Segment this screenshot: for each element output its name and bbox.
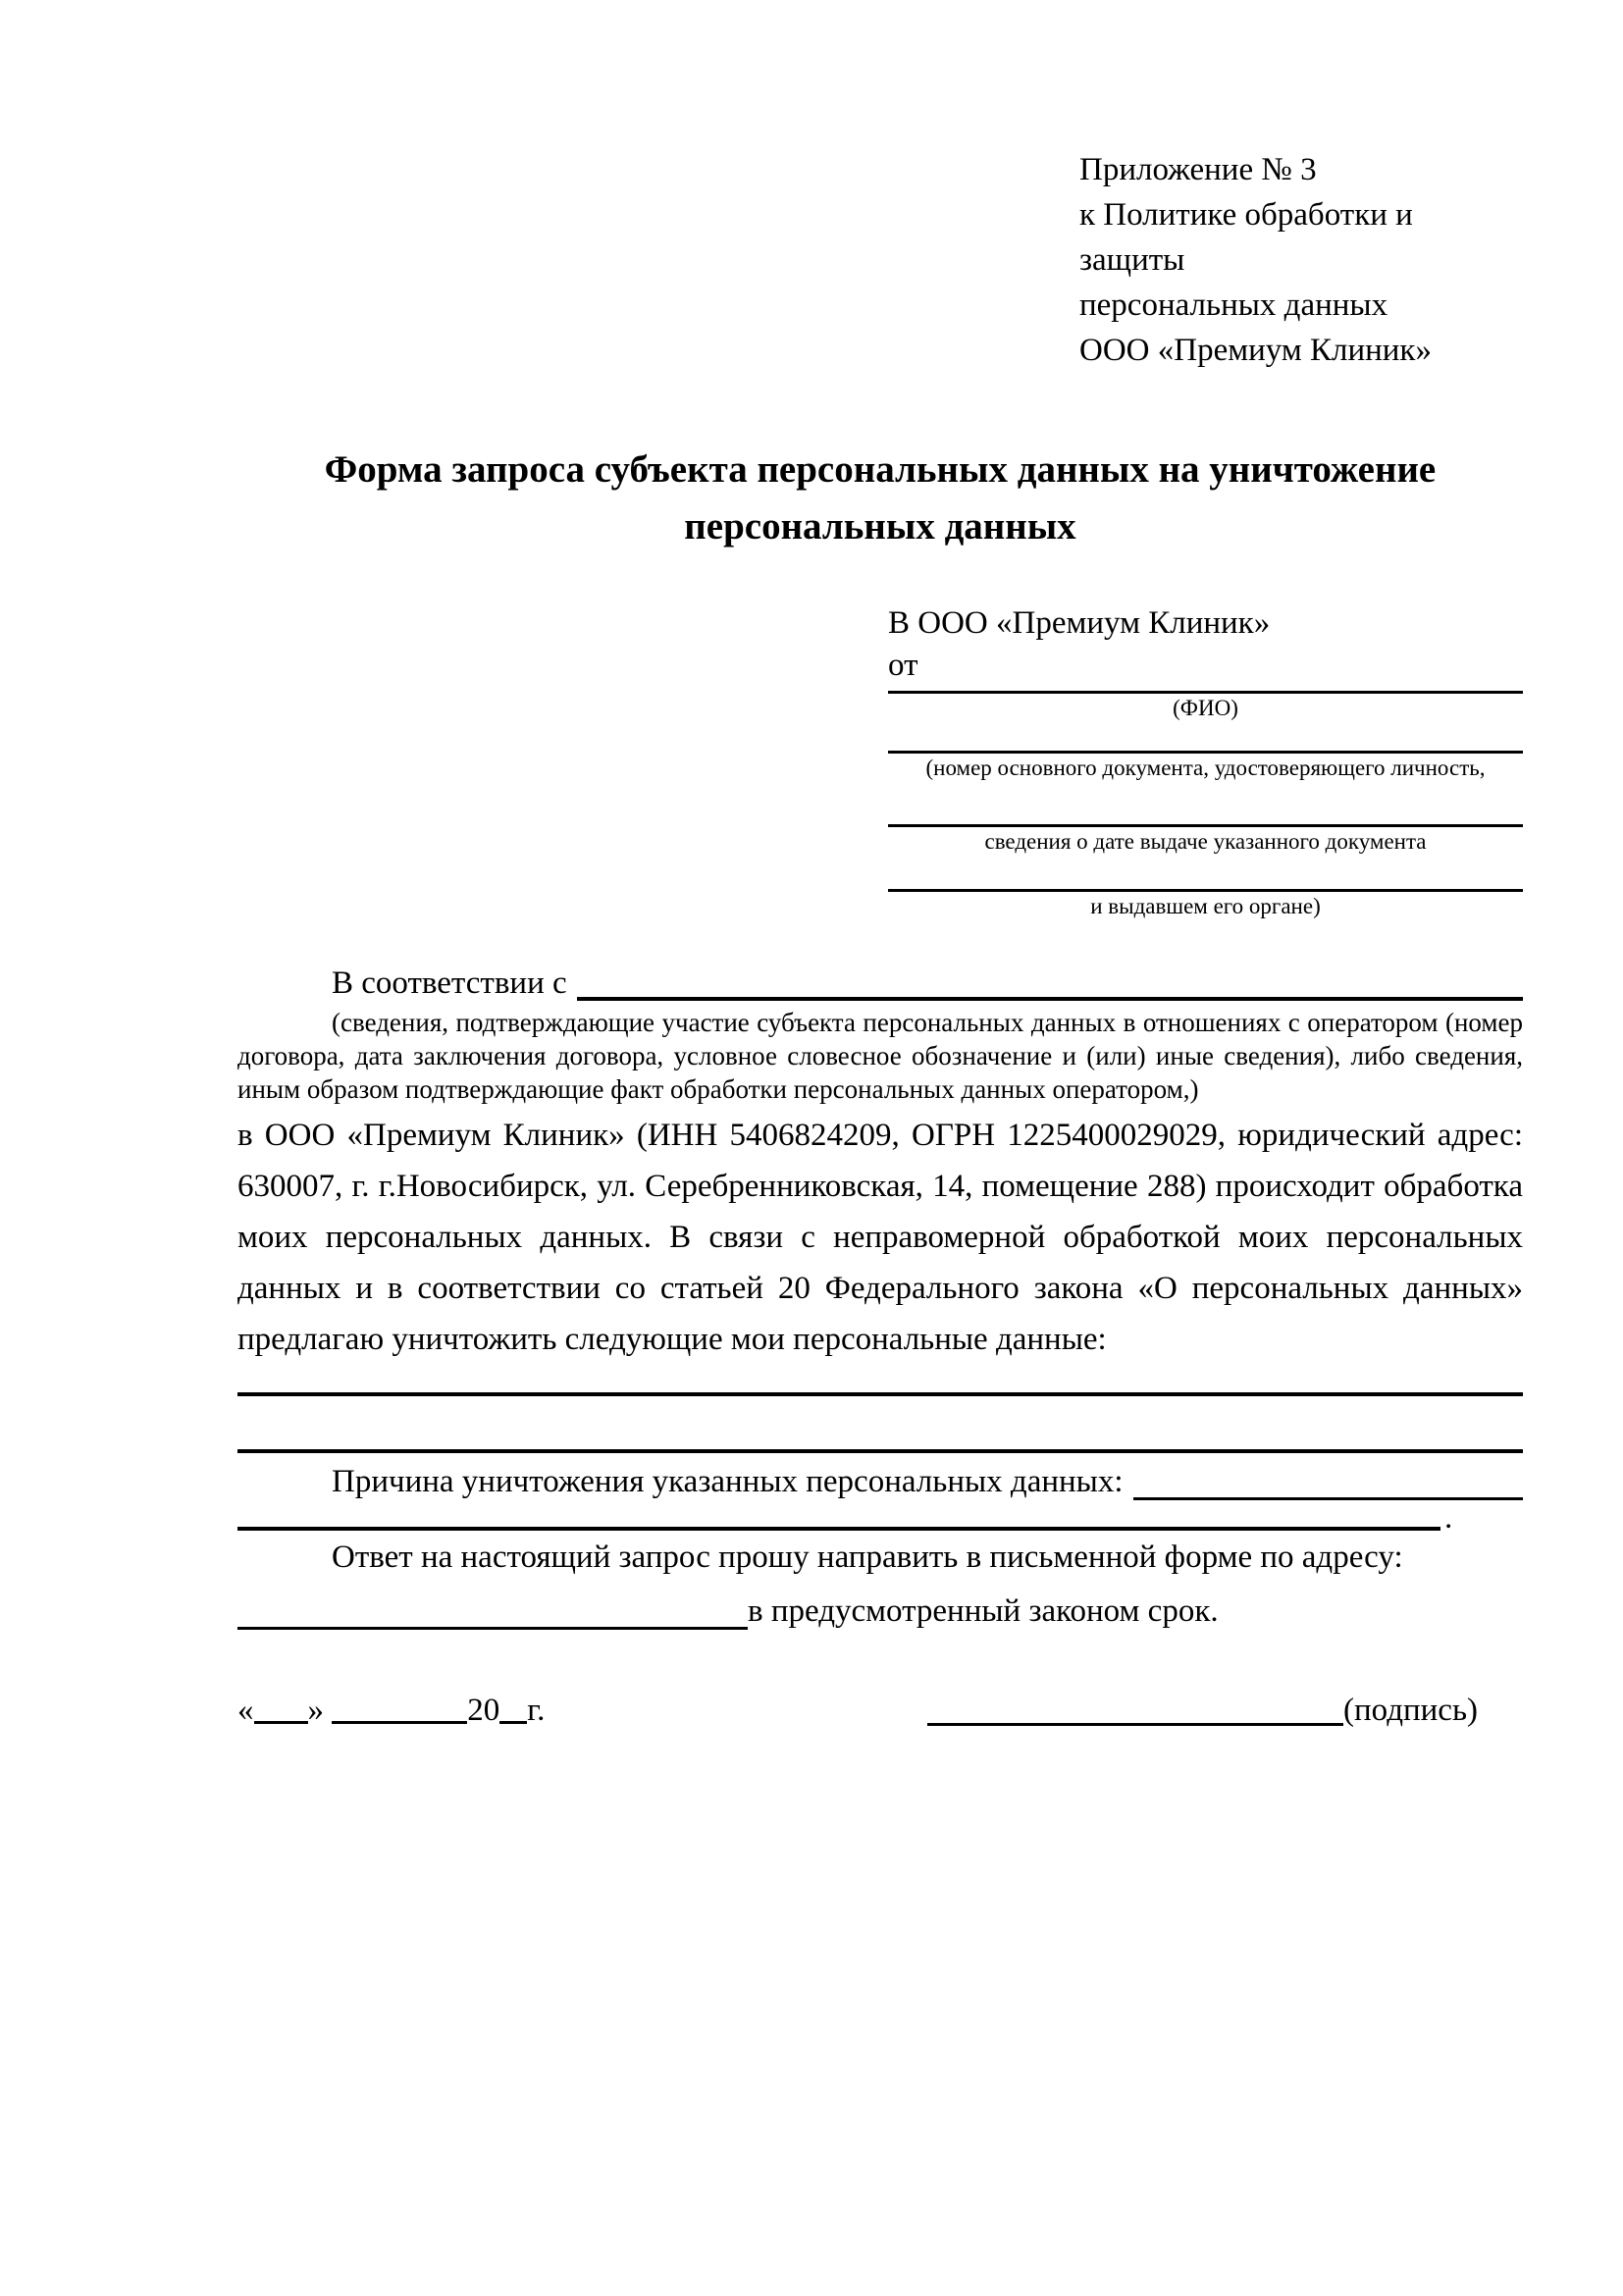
date-line — [237, 1686, 545, 1735]
reason-period: . — [1444, 1500, 1453, 1536]
accordance-blank-line — [577, 961, 1523, 1001]
year-prefix: 20 — [467, 1693, 500, 1728]
year-suffix: г. — [527, 1693, 546, 1728]
day-blank — [254, 1688, 308, 1724]
signature-caption: (подпись) — [1343, 1693, 1478, 1728]
signature-line — [927, 1686, 1478, 1735]
reason-label: Причина уничтожения указанных персональных данных: — [332, 1464, 1124, 1499]
issue-date-caption: сведения о дате выдаче указанного документа — [984, 829, 1427, 854]
accordance-line — [237, 961, 1523, 1006]
date-open-quote: « — [237, 1693, 254, 1728]
fio-caption: (ФИО) — [1173, 696, 1238, 720]
issuing-authority-blank-line — [888, 857, 1523, 892]
date-close-quote: » — [307, 1693, 324, 1728]
addressee-block — [888, 600, 1523, 921]
response-address-line — [237, 1585, 1523, 1639]
reason-blank-line-2 — [237, 1505, 1440, 1531]
accordance-footnote: (сведения, подтверждающие участие субъекта персональных данных в отношениях с оператором (номер договора, дата заключения договора, условное словесное обозначение и (или) иные сведения), либо сведения, иным образом подтверждающие факт обработки персональных данных оператором,) — [237, 1008, 1523, 1104]
addressee-from-label: от — [888, 648, 918, 683]
issuing-authority-caption: и выдавшем его органе) — [1090, 894, 1321, 918]
fio-blank-line — [888, 685, 1523, 694]
appendix-header — [1079, 147, 1523, 373]
appendix-header-line: Приложение № 3 — [1079, 152, 1317, 187]
reason-line — [237, 1455, 1523, 1509]
document-number-blank-line — [888, 723, 1523, 754]
signature-blank-line — [927, 1686, 1343, 1726]
response-paragraph: Ответ на настоящий запрос прошу направить в письменной форме по адресу: — [332, 1539, 1403, 1575]
personal-data-blank-line-2 — [237, 1396, 1523, 1453]
personal-data-blank-line-1 — [237, 1365, 1523, 1396]
appendix-header-line: ООО «Премиум Клиник» — [1079, 333, 1432, 368]
document-content — [237, 147, 1523, 1735]
request-paragraph: в ООО «Премиум Клиник» (ИНН 5406824209, ОГРН 1225400029029, юридический адрес: 630007, г. г.Новосибирск, ул. Серебренниковская, 14, помещение 288) происходит обработка моих персональных данных. В связи с неправомерной обработкой моих персональных данных и в соответствии со статьей 20 Федерального закона «О персональных данных» предлагаю уничтожить следующие мои персональные данные: — [237, 1118, 1523, 1357]
address-blank-line — [237, 1585, 748, 1630]
reason-blank-line — [1133, 1455, 1523, 1500]
month-blank — [332, 1688, 467, 1724]
appendix-header-line: к Политике обработки и защиты — [1079, 197, 1413, 278]
year-blank — [499, 1688, 527, 1724]
document-number-caption: (номер основного документа, удостоверяющего личность, — [925, 756, 1486, 780]
appendix-header-line: персональных данных — [1079, 287, 1388, 323]
footer-row — [237, 1686, 1523, 1735]
reason-continuation-line — [237, 1500, 1523, 1536]
response-suffix: в предусмотренный законом срок. — [748, 1593, 1219, 1629]
document-title: Форма запроса субъекта персональных данных на уничтожение персональных данных — [324, 448, 1437, 548]
accordance-prefix: В соответствии с — [332, 965, 567, 1001]
addressee-to: В ООО «Премиум Клиник» — [888, 605, 1271, 641]
issue-date-blank-line — [888, 783, 1523, 827]
